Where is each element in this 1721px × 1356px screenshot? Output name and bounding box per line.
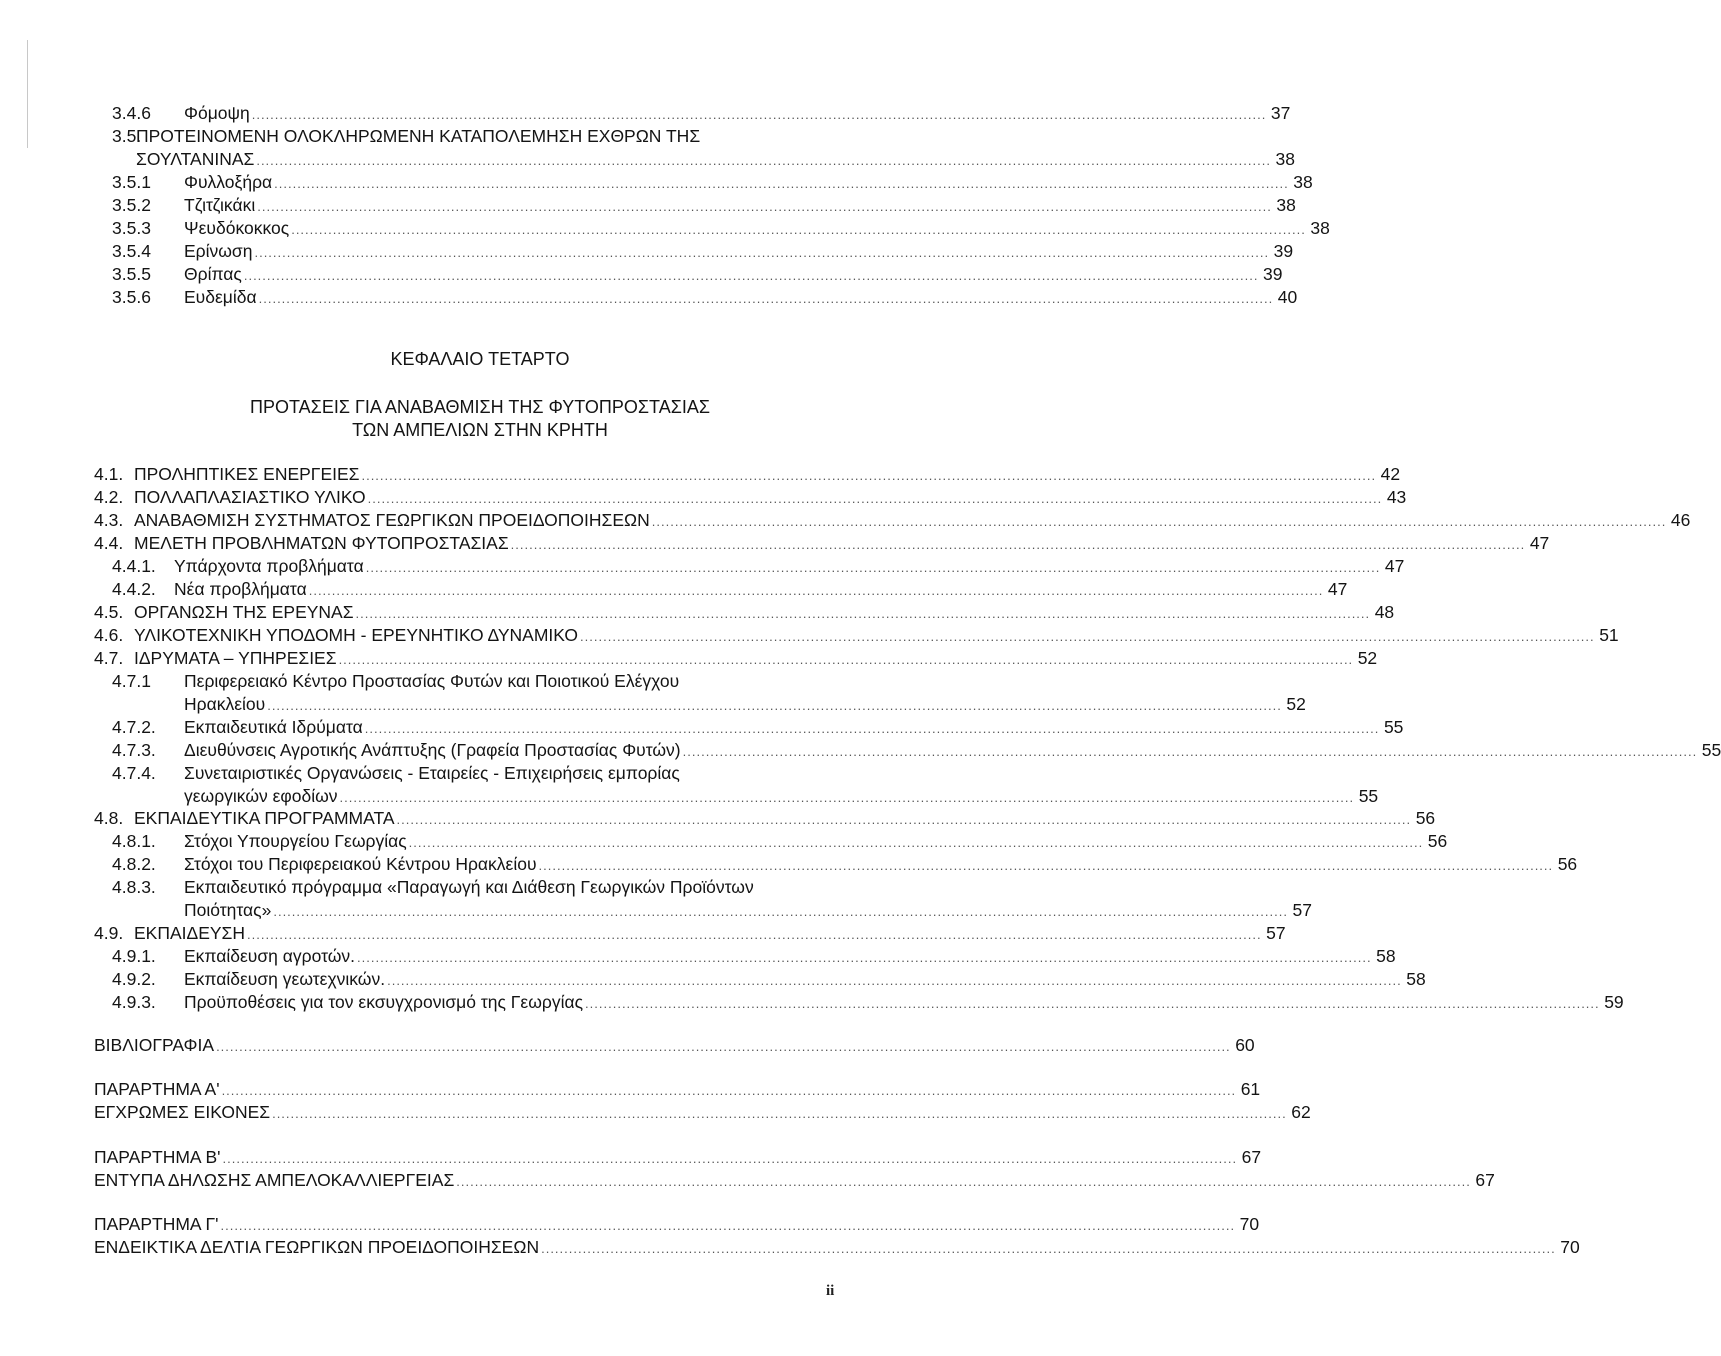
chapter-title-line-1: ΠΡΟΤΑΣΕΙΣ ΓΙΑ ΑΝΑΒΑΘΜΙΣΗ ΤΗΣ ΦΥΤΟΠΡΟΣΤΑΣΙΑΣ: [250, 397, 710, 417]
toc-entry-number: 4.7.4.: [112, 763, 156, 783]
toc-entry-page: 55: [1358, 786, 1379, 806]
toc-entry-page: 39: [1273, 241, 1294, 261]
toc-entry-title: Θρίπας: [184, 264, 242, 284]
toc-entry-title: ΟΡΓΑΝΩΣΗ ΤΗΣ ΕΡΕΥΝΑΣ: [134, 602, 354, 622]
toc-entry[interactable]: [184, 171, 1313, 195]
toc-entry-page: 57: [1292, 900, 1312, 920]
toc-entry-page: 55: [1383, 717, 1404, 737]
toc-entry[interactable]: [94, 1078, 1261, 1102]
toc-entry-page: 58: [1376, 946, 1396, 966]
toc-dot-leader: ............................................................................................................................................................................................................................: [308, 583, 1324, 598]
toc-dot-leader: ............................................................................................................................................................................................................................: [510, 537, 1526, 552]
toc-dot-leader: ............................................................................................................................................................................................................................: [580, 629, 1595, 644]
toc-entry-title: Ψευδόκοκκος: [184, 218, 290, 238]
toc-dot-leader: ............................................................................................................................................................................................................................: [367, 491, 1383, 506]
toc-entry-page: 60: [1235, 1035, 1255, 1055]
toc-entry-number: 4.9.3.: [112, 992, 156, 1012]
toc-entry[interactable]: [184, 102, 1291, 126]
toc-entry-title: ΠΑΡΑΡΤΗΜΑ Γ': [94, 1214, 219, 1234]
toc-entry-page: 47: [1384, 556, 1405, 576]
toc-entry-title: Φόμοψη: [184, 103, 250, 123]
toc-entry-continuation[interactable]: [184, 785, 1379, 809]
toc-dot-leader: ............................................................................................................................................................................................................................: [274, 176, 1289, 191]
toc-entry-title: ΕΚΠΑΙΔΕΥΣΗ: [134, 923, 246, 943]
toc-entry-title: ΠΑΡΑΡΤΗΜΑ Α': [94, 1079, 220, 1099]
toc-entry-page: 56: [1557, 854, 1578, 874]
toc-dot-leader: ............................................................................................................................................................................................................................: [456, 1174, 1471, 1189]
toc-entry-page: 39: [1262, 264, 1283, 284]
toc-dot-leader: ............................................................................................................................................................................................................................: [257, 199, 1272, 214]
toc-entry[interactable]: [134, 624, 1619, 648]
toc-dot-leader: ............................................................................................................................................................................................................................: [291, 222, 1306, 237]
toc-entry-title-continued: Ποιότητας»: [184, 900, 272, 920]
toc-entry-title: Εκπαιδευτικό πρόγραμμα «Παραγωγή και Διάθεση Γεωργικών Προϊόντων: [184, 877, 754, 897]
toc-entry-page: 55: [1701, 740, 1721, 760]
toc-entry[interactable]: [184, 991, 1624, 1015]
toc-entry-title: ΒΙΒΛΙΟΓΡΑΦΙΑ: [94, 1035, 215, 1055]
toc-dot-leader: ............................................................................................................................................................................................................................: [254, 245, 1270, 260]
toc-entry[interactable]: [136, 125, 862, 147]
toc-entry-page: 56: [1427, 831, 1448, 851]
toc-entry-title: Στόχοι του Περιφερειακού Κέντρου Ηρακλείου: [184, 854, 537, 874]
toc-dot-leader: ............................................................................................................................................................................................................................: [396, 812, 1412, 827]
toc-entry-number: 3.5.4: [112, 241, 151, 261]
toc-entry-title: Διευθύνσεις Αγροτικής Ανάπτυξης (Γραφεία Προστασίας Φυτών): [184, 740, 681, 760]
toc-entry-title: ΜΕΛΕΤΗ ΠΡΟΒΛΗΜΑΤΩΝ ΦΥΤΟΠΡΟΣΤΑΣΙΑΣ: [134, 533, 509, 553]
toc-entry-number: 3.5.6: [112, 287, 151, 307]
toc-dot-leader: ............................................................................................................................................................................................................................: [251, 107, 1267, 122]
toc-entry[interactable]: [94, 1101, 1311, 1125]
toc-entry-page: 59: [1604, 992, 1624, 1012]
toc-entry-number: 4.3.: [94, 510, 124, 530]
toc-entry-title: Εκπαιδευτικά Ιδρύματα: [184, 717, 363, 737]
toc-dot-leader: ............................................................................................................................................................................................................................: [357, 950, 1372, 965]
toc-entry-title: ΠΟΛΛΑΠΛΑΣΙΑΣΤΙΚΟ ΥΛΙΚΟ: [134, 487, 366, 507]
toc-entry-title: ΕΓΧΡΩΜΕΣ ΕΙΚΟΝΕΣ: [94, 1102, 271, 1122]
toc-entry-page: 38: [1276, 195, 1296, 215]
toc-entry[interactable]: [134, 601, 1395, 625]
toc-entry-page: 47: [1529, 533, 1550, 553]
toc-entry-title-continued: Ηρακλείου: [184, 694, 266, 714]
toc-entry-page: 58: [1406, 969, 1426, 989]
toc-entry-page: 57: [1266, 923, 1286, 943]
toc-entry[interactable]: [94, 1034, 1255, 1058]
toc-entry-title: ΠΡΟΤΕΙΝΟΜΕΝΗ ΟΛΟΚΛΗΡΩΜΕΝΗ ΚΑΤΑΠΟΛΕΜΗΣΗ ΕΧΘΡΩΝ ΤΗΣ: [136, 126, 701, 146]
toc-entry-number: 4.9.1.: [112, 946, 156, 966]
toc-entry-title: ΕΚΠΑΙΔΕΥΤΙΚΑ ΠΡΟΓΡΑΜΜΑΤΑ: [134, 808, 395, 828]
toc-entry-number: 4.4.1.: [112, 556, 156, 576]
toc-entry[interactable]: [134, 807, 1436, 831]
toc-entry[interactable]: [184, 945, 1396, 969]
toc-entry-title: Υπάρχοντα προβλήματα: [174, 556, 364, 576]
toc-entry[interactable]: [184, 194, 1296, 218]
toc-entry-title: Συνεταιριστικές Οργανώσεις - Εταιρείες - Επιχειρήσεις εμπορίας: [184, 763, 680, 783]
toc-entry[interactable]: [134, 509, 1691, 533]
toc-entry[interactable]: [184, 670, 862, 692]
toc-dot-leader: ............................................................................................................................................................................................................................: [256, 153, 1271, 168]
toc-entry-number: 4.8.1.: [112, 831, 156, 851]
page-number: ii: [826, 1283, 835, 1299]
toc-dot-leader: ............................................................................................................................................................................................................................: [272, 1106, 1287, 1121]
toc-entry-number: 3.4.6: [112, 103, 151, 123]
toc-entry-page: 42: [1380, 464, 1401, 484]
chapter-title-line-2: ΤΩΝ ΑΜΠΕΛΙΩΝ ΣΤΗΝ ΚΡΗΤΗ: [352, 420, 608, 440]
toc-dot-leader: ............................................................................................................................................................................................................................: [222, 1151, 1238, 1166]
toc-dot-leader: ............................................................................................................................................................................................................................: [267, 698, 1282, 713]
toc-entry[interactable]: [134, 532, 1550, 556]
toc-entry-number: 4.5.: [94, 602, 124, 622]
toc-entry-number: 4.4.2.: [112, 579, 156, 599]
toc-entry[interactable]: [134, 922, 1286, 946]
toc-entry[interactable]: [184, 286, 1298, 310]
toc-dot-leader: ............................................................................................................................................................................................................................: [216, 1039, 1231, 1054]
toc-entry-title: Τζιτζικάκι: [184, 195, 256, 215]
toc-entry-page: 62: [1291, 1102, 1311, 1122]
toc-entry-number: 4.6.: [94, 625, 124, 645]
toc-entry-page: 37: [1270, 103, 1291, 123]
toc-entry[interactable]: [134, 647, 1378, 671]
toc-entry-page: 40: [1277, 287, 1298, 307]
toc-dot-leader: ............................................................................................................................................................................................................................: [387, 973, 1402, 988]
toc-entry-page: 67: [1475, 1170, 1495, 1190]
toc-entry-continuation[interactable]: [136, 148, 1295, 172]
toc-entry-number: 3.5.2: [112, 195, 151, 215]
toc-entry-continuation[interactable]: [184, 899, 1312, 923]
toc-entry[interactable]: [184, 968, 1426, 992]
toc-entry-number: 4.2.: [94, 487, 124, 507]
toc-entry-page: 56: [1415, 808, 1436, 828]
toc-entry-title-continued: ΣΟΥΛΤΑΝΙΝΑΣ: [136, 149, 255, 169]
toc-dot-leader: ............................................................................................................................................................................................................................: [538, 858, 1554, 873]
toc-entry-page: 38: [1310, 218, 1330, 238]
toc-dot-leader: ............................................................................................................................................................................................................................: [339, 790, 1355, 805]
toc-dot-leader: ............................................................................................................................................................................................................................: [365, 560, 1381, 575]
toc-entry[interactable]: [94, 1213, 1260, 1237]
toc-entry[interactable]: [134, 486, 1407, 510]
toc-entry-title: ΕΝΤΥΠΑ ΔΗΛΩΣΗΣ ΑΜΠΕΛΟΚΑΛΛΙΕΡΓΕΙΑΣ: [94, 1170, 455, 1190]
toc-entry-page: 48: [1374, 602, 1395, 622]
toc-entry-page: 43: [1386, 487, 1407, 507]
toc-dot-leader: ............................................................................................................................................................................................................................: [247, 927, 1262, 942]
toc-entry-page: 52: [1357, 648, 1378, 668]
toc-entry[interactable]: [184, 263, 1283, 287]
toc-entry[interactable]: [184, 762, 862, 784]
toc-entry-page: 38: [1275, 149, 1295, 169]
toc-entry-page: 38: [1293, 172, 1313, 192]
toc-entry-title-continued: γεωργικών εφοδίων: [184, 786, 338, 806]
toc-dot-leader: ............................................................................................................................................................................................................................: [355, 606, 1371, 621]
toc-entry-number: 4.4.: [94, 533, 124, 553]
toc-entry-number: 4.8.3.: [112, 877, 156, 897]
toc-entry-title: ΕΝΔΕΙΚΤΙΚΑ ΔΕΛΤΙΑ ΓΕΩΡΓΙΚΩΝ ΠΡΟΕΙΔΟΠΟΙΗΣΕΩΝ: [94, 1237, 540, 1257]
toc-entry-number: 4.8.2.: [112, 854, 156, 874]
toc-entry-title: ΥΛΙΚΟΤΕΧΝΙΚΗ ΥΠΟΔΟΜΗ - ΕΡΕΥΝΗΤΙΚΟ ΔΥΝΑΜΙΚΟ: [134, 625, 579, 645]
toc-entry-number: 4.1.: [94, 464, 124, 484]
toc-entry[interactable]: [94, 1146, 1262, 1170]
toc-dot-leader: ............................................................................................................................................................................................................................: [541, 1241, 1556, 1256]
toc-entry[interactable]: [184, 830, 1448, 854]
toc-entry-title: ΙΔΡΥΜΑΤΑ – ΥΠΗΡΕΣΙΕΣ: [134, 648, 337, 668]
scan-edge-line: [27, 40, 28, 148]
toc-entry-page: 47: [1327, 579, 1348, 599]
toc-entry-page: 51: [1599, 625, 1619, 645]
toc-dot-leader: ............................................................................................................................................................................................................................: [221, 1083, 1237, 1098]
toc-entry[interactable]: [94, 1236, 1580, 1260]
toc-entry-title: Στόχοι Υπουργείου Γεωργίας: [184, 831, 407, 851]
toc-entry-number: 3.5.1: [112, 172, 151, 192]
toc-entry-title: ΠΡΟΛΗΠΤΙΚΕΣ ΕΝΕΡΓΕΙΕΣ: [134, 464, 360, 484]
toc-entry-page: 52: [1286, 694, 1306, 714]
toc-entry-title: Εκπαίδευση γεωτεχνικών.: [184, 969, 386, 989]
toc-entry[interactable]: [184, 876, 862, 898]
toc-entry-number: 4.7.1: [112, 671, 151, 691]
toc-entry-title: Περιφερειακό Κέντρο Προστασίας Φυτών και Ποιοτικού Ελέγχου: [184, 671, 680, 691]
toc-entry-number: 4.9.: [94, 923, 124, 943]
toc-entry-title: ΑΝΑΒΑΘΜΙΣΗ ΣΥΣΤΗΜΑΤΟΣ ΓΕΩΡΓΙΚΩΝ ΠΡΟΕΙΔΟΠΟΙΗΣΕΩΝ: [134, 510, 650, 530]
toc-dot-leader: ............................................................................................................................................................................................................................: [273, 904, 1288, 919]
toc-entry[interactable]: [184, 853, 1578, 877]
toc-dot-leader: ............................................................................................................................................................................................................................: [338, 652, 1354, 667]
toc-entry-number: 4.8.: [94, 808, 124, 828]
toc-entry[interactable]: [184, 240, 1294, 264]
toc-entry-title: Φυλλοξήρα: [184, 172, 273, 192]
toc-entry[interactable]: [94, 1169, 1495, 1193]
toc-entry-number: 3.5.3: [112, 218, 151, 238]
toc-dot-leader: ............................................................................................................................................................................................................................: [258, 291, 1274, 306]
toc-dot-leader: ............................................................................................................................................................................................................................: [408, 835, 1424, 850]
toc-entry-page: 70: [1560, 1237, 1580, 1257]
toc-entry-page: 67: [1241, 1147, 1262, 1167]
toc-dot-leader: ............................................................................................................................................................................................................................: [682, 744, 1698, 759]
toc-entry-title: Εκπαίδευση αγροτών.: [184, 946, 356, 966]
toc-entry-title: Ερίνωση: [184, 241, 253, 261]
toc-entry-number: 4.7.3.: [112, 740, 156, 760]
toc-entry-number: 3.5.5: [112, 264, 151, 284]
toc-entry-number: 3.5.: [112, 126, 142, 146]
toc-dot-leader: ............................................................................................................................................................................................................................: [361, 468, 1377, 483]
toc-dot-leader: ............................................................................................................................................................................................................................: [364, 721, 1380, 736]
toc-dot-leader: ............................................................................................................................................................................................................................: [243, 268, 1259, 283]
toc-entry[interactable]: [174, 578, 1348, 602]
toc-entry-title: Προϋποθέσεις για τον εκσυγχρονισμό της Γεωργίας: [184, 992, 584, 1012]
toc-entry[interactable]: [184, 716, 1404, 740]
toc-entry-page: 61: [1240, 1079, 1261, 1099]
toc-entry-number: 4.7.2.: [112, 717, 156, 737]
toc-entry[interactable]: [134, 463, 1401, 487]
toc-entry[interactable]: [184, 217, 1330, 241]
toc-entry-title: Ευδεμίδα: [184, 287, 257, 307]
toc-dot-leader: ............................................................................................................................................................................................................................: [585, 996, 1600, 1011]
toc-entry[interactable]: [184, 739, 1721, 763]
toc-entry-continuation[interactable]: [184, 693, 1306, 717]
toc-entry-number: 4.7.: [94, 648, 124, 668]
toc-entry-title: Νέα προβλήματα: [174, 579, 307, 599]
toc-dot-leader: ............................................................................................................................................................................................................................: [220, 1218, 1236, 1233]
toc-dot-leader: ............................................................................................................................................................................................................................: [651, 514, 1667, 529]
toc-entry-page: 70: [1239, 1214, 1260, 1234]
toc-entry-title: ΠΑΡΑΡΤΗΜΑ Β': [94, 1147, 221, 1167]
toc-entry[interactable]: [174, 555, 1405, 579]
chapter-label: ΚΕΦΑΛΑΙΟ ΤΕΤΑΡΤΟ: [390, 349, 570, 369]
toc-entry-page: 46: [1670, 510, 1691, 530]
toc-entry-number: 4.9.2.: [112, 969, 156, 989]
